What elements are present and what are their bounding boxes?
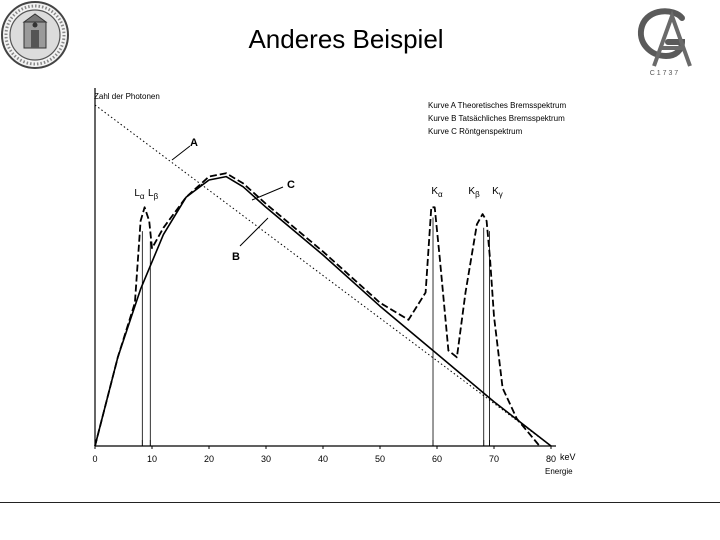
peak-label-subscript: γ	[498, 190, 503, 199]
peak-label-subscript: α	[139, 192, 145, 201]
peak-label-subscript: β	[153, 192, 159, 201]
logo-caption: C 1 7 3 7	[649, 70, 679, 77]
peak-label-subscript: α	[438, 190, 443, 199]
x-tick-label: 0	[92, 454, 98, 464]
x-tick-label: 40	[317, 454, 329, 464]
curve-label-a: A	[190, 137, 198, 149]
x-tick-label: 50	[374, 454, 386, 464]
slide-title: Anderes Beispiel	[248, 24, 444, 54]
peak-label: $L_\beta$	[148, 188, 159, 201]
legend-entry-c: Kurve C Röntgenspektrum	[428, 127, 523, 136]
footer-rule	[0, 502, 720, 503]
curve-label-b: B	[232, 251, 240, 263]
y-axis-label: Zahl der Photonen	[94, 92, 160, 101]
legend	[428, 101, 566, 136]
x-tick-label: 60	[431, 454, 443, 464]
x-tick-label: 30	[260, 454, 272, 464]
legend-entry-a: Kurve A Theoretisches Bremsspektrum	[428, 101, 567, 110]
curve-b-callout	[240, 218, 268, 246]
legend-entry-b: Kurve B Tatsächliches Bremsspektrum	[428, 114, 565, 123]
x-axis-label: Energie	[545, 467, 573, 476]
x-tick-label: 10	[146, 454, 158, 464]
peak-label: $K_\alpha$	[431, 186, 443, 199]
peak-label: $K_\gamma$	[492, 186, 503, 199]
series-line-b	[95, 177, 551, 446]
x-tick-label: 20	[203, 454, 215, 464]
curve-a-callout	[172, 146, 190, 160]
peak-label-subscript: β	[475, 190, 480, 199]
peak-label: $L_\alpha$	[134, 188, 145, 201]
peak-label: $K_\beta$	[468, 186, 480, 199]
x-tick-label: 80	[545, 454, 557, 464]
x-tick-label: 70	[488, 454, 500, 464]
series-line-c	[95, 173, 540, 446]
curve-label-c: C	[287, 179, 295, 191]
series-line-a	[95, 105, 551, 446]
x-axis-unit: keV	[560, 452, 576, 462]
